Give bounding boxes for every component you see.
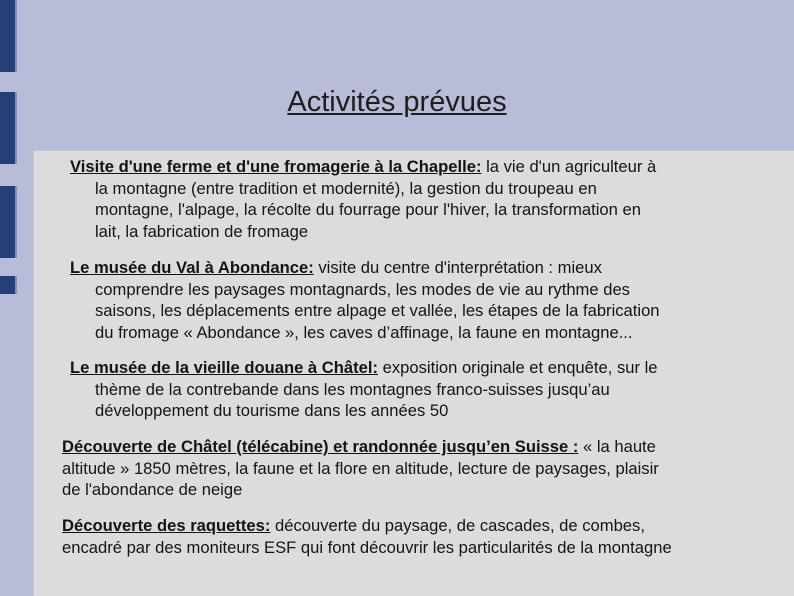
activity-heading: Le musée de la vieille douane à Châtel: — [70, 358, 379, 377]
activity-text: de l'abondance de neige — [62, 480, 243, 500]
activity-text: développement du tourisme dans les années 50 — [95, 401, 449, 421]
activity-text: la vie d'un agriculteur à — [481, 157, 657, 176]
decorative-bar-4 — [0, 276, 17, 294]
activity-text: visite du centre d'interprétation : mieux — [313, 258, 602, 277]
activity-text: exposition originale et enquête, sur le — [378, 358, 658, 377]
activity-text: altitude » 1850 mètres, la faune et la flore en altitude, lecture de paysages, plaisir — [62, 458, 659, 478]
decorative-bar-3 — [0, 186, 17, 258]
activity-text: la montagne (entre tradition et modernité), la gestion du troupeau en — [95, 178, 597, 198]
activity-item-museum-douane — [70, 357, 730, 422]
activity-text: comprendre les paysages montagnards, les modes de vie au rythme des — [95, 279, 630, 299]
activity-heading: Visite d'une ferme et d'une fromagerie à la Chapelle: — [70, 157, 482, 176]
activity-item-chatel-hike — [62, 436, 742, 501]
activity-text: « la haute — [578, 437, 656, 456]
activity-text: découverte du paysage, de cascades, de combes, — [270, 516, 645, 535]
activity-text: lait, la fabrication de fromage — [95, 222, 309, 242]
activity-heading: Le musée du Val à Abondance: — [70, 258, 314, 277]
decorative-bar-1 — [0, 0, 17, 72]
activity-text: montagne, l'alpage, la récolte du fourrage pour l'hiver, la transformation en — [95, 200, 641, 220]
activity-text: thème de la contrebande dans les montagnes franco-suisses jusqu’au — [95, 379, 610, 399]
activity-item-farm — [70, 156, 730, 243]
activity-item-snowshoes — [62, 515, 742, 558]
activity-text: saisons, les déplacements entre alpage et vallée, les étapes de la fabrication — [95, 301, 660, 321]
activity-text: du fromage « Abondance », les caves d’affinage, la faune en montagne... — [95, 323, 633, 343]
activity-text: encadré par des moniteurs ESF qui font découvrir les particularités de la montagne — [62, 537, 672, 557]
activity-heading: Découverte de Châtel (télécabine) et randonnée jusqu’en Suisse : — [62, 437, 579, 456]
activity-heading: Découverte des raquettes: — [62, 516, 271, 535]
activity-item-museum-abondance — [70, 257, 730, 344]
page-title: Activités prévues — [287, 86, 507, 118]
